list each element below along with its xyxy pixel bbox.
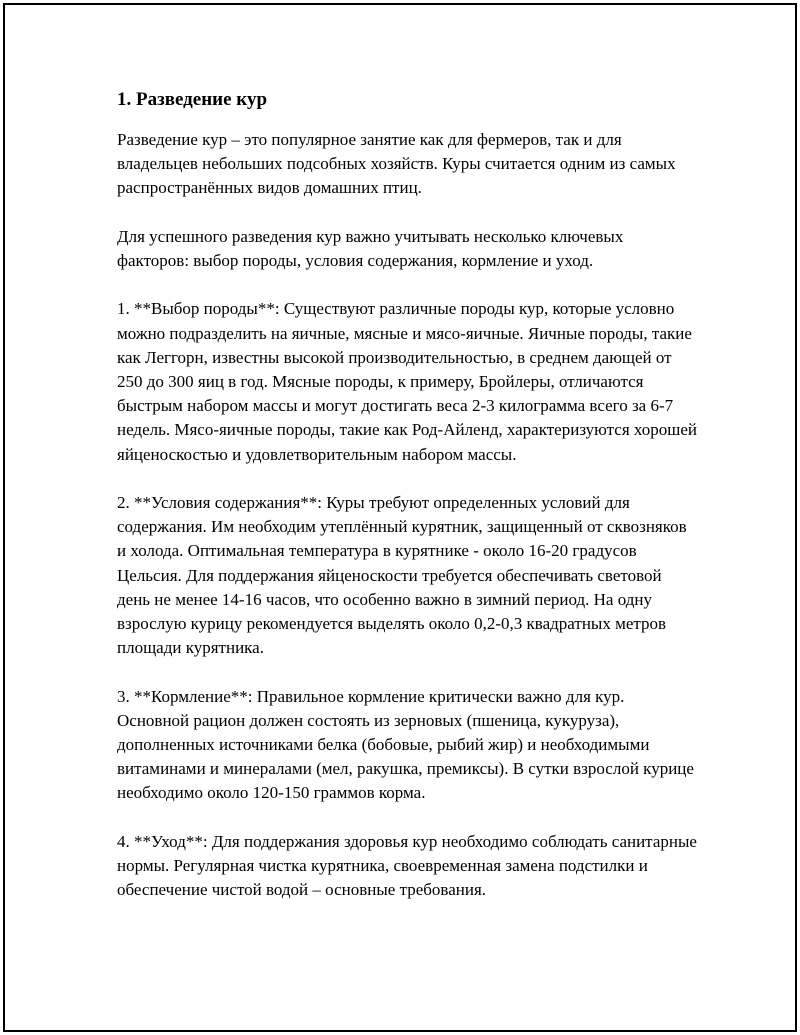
paragraph-breed-choice: 1. **Выбор породы**: Существуют различные породы кур, которые условно можно подразделить на яичные, мясные и мясо-яичные. Яичные породы, такие как Леггорн, известны высокой производительностью, в среднем дающей от 250 до 300 яиц в год. Мясные породы, к примеру, Бройлеры, отличаются быстрым набором массы и могут достигать веса 2-3 килограмма всего за 6-7 недель. Мясо-яичные породы, такие как Род-Айленд, характеризуются хорошей яйценоскостью и удовлетворительным набором массы. <box>117 299 697 464</box>
paragraph-housing-conditions: 2. **Условия содержания**: Куры требуют определенных условий для содержания. Им необходим утеплённый курятник, защищенный от сквозняков и холода. Оптимальная температура в курятнике - около 16-20 градусов Цельсия. Для поддержания яйценоскости требуется обеспечивать световой день не менее 14-16 часов, что особенно важно в зимний период. На одну взрослую курицу рекомендуется выделять около 0,2-0,3 квадратных метров площади курятника. <box>117 493 687 658</box>
paragraph-key-factors: Для успешного разведения кур важно учитывать несколько ключевых факторов: выбор породы, условия содержания, кормление и уход. <box>117 226 624 270</box>
paragraph-care: 4. **Уход**: Для поддержания здоровья кур необходимо соблюдать санитарные нормы. Регулярная чистка курятника, своевременная замена подстилки и обеспечение чистой водой – основные требования. <box>117 831 697 900</box>
paragraph-intro: Разведение кур – это популярное занятие как для фермеров, так и для владельцев небольших подсобных хозяйств. Куры считается одним из самых распространённых видов домашних птиц. <box>117 130 676 198</box>
section-heading: 1. Разведение кур <box>117 89 268 110</box>
document-body <box>117 88 697 927</box>
paragraph-feeding: 3. **Кормление**: Правильное кормление критически важно для кур. Основной рацион должен состоять из зерновых (пшеница, кукуруза), дополненных источниками белка (бобовые, рыбий жир) и необходимыми витаминами и минералами (мел, ракушка, премиксы). В сутки взрослой курице необходимо около 120-150 граммов корма. <box>117 686 694 803</box>
